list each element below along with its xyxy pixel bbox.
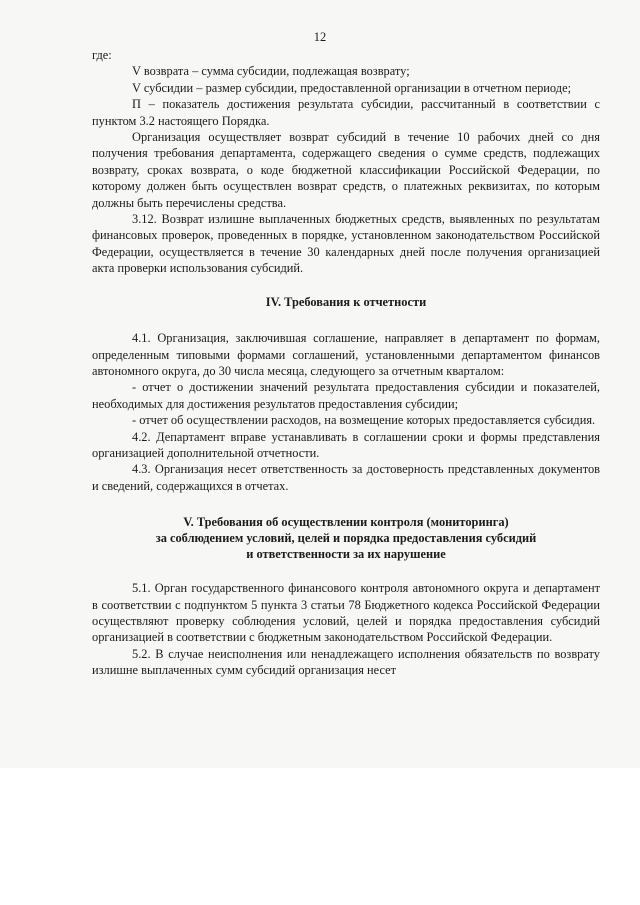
page-number: 12 [313,30,327,44]
paragraph-5-2: 5.2. В случае неисполнения или ненадлежащего исполнения обязательств по возврату излишне выплаченных сумм субсидий организация несет [92,646,600,678]
section-4-heading: IV. Требования к отчетности [265,294,427,309]
paragraph-4-3: 4.3. Организация несет ответственность за достоверность представленных документов и сведений, содержащихся в отчетах. [92,462,600,493]
paragraph-return-terms: Организация осуществляет возврат субсидий в течение 10 рабочих дней со дня получения требования департамента, содержащего сведения о сумме средств, подлежащих возврату, сроках возврата, о коде бюджетной классификации Российской Федерации, по которому должен быть осуществлен возврат средств, о платежных реквизитах, по которым должны быть перечислены средства. [92,130,600,210]
paragraph-indicator: П – показатель достижения результата субсидии, рассчитанный в соответствии с пунктом 3.2 настоящего Порядка. [92,97,600,128]
paragraph-4-2: 4.2. Департамент вправе устанавливать в соглашении сроки и формы представления организацией дополнительной отчетности. [92,429,600,460]
paragraph-v-return: V возврата – сумма субсидии, подлежащая возврату; [132,64,410,79]
paragraph-report-expenses: - отчет об осуществлении расходов, на возмещение которых предоставляется субсидия. [132,413,596,428]
paragraph-where: где: [92,48,112,62]
paragraph-4-1: 4.1. Организация, заключившая соглашение, направляет в департамент по формам, определенным типовыми формами соглашений, установленными департаментом финансов автономного округа, до 30 числа месяца, следующего за отчетным кварталом: [92,331,600,378]
blank-bottom-area [0,768,640,905]
paragraph-v-subsidy: V субсидии – размер субсидии, предоставленной организации в отчетном периоде; [132,80,572,95]
section-5-heading-line-3: и ответственности за их нарушение [246,547,446,562]
section-5-heading-line-1: V. Требования об осуществлении контроля (мониторинга) [183,515,509,530]
paragraph-report-results: - отчет о достижении значений результата предоставления субсидии и показателей, необходимых для достижения результатов предоставления субсидии; [92,380,600,411]
paragraph-3-12: 3.12. Возврат излишне выплаченных бюджетных средств, выявленных по результатам финансовых проверок, проведенных в порядке, установленном законодательством Российской Федерации, осуществляется в течение 30 календарных дней после получения организацией акта проверки использования субсидий. [92,212,600,276]
section-5-heading [92,514,600,562]
section-5-heading-line-2: за соблюдением условий, целей и порядка предоставления субсидий [155,531,537,546]
document-body [92,47,600,679]
paragraph-5-1: 5.1. Орган государственного финансового контроля автономного округа и департамент в соответствии с подпунктом 5 пункта 3 статьи 78 Бюджетного кодекса Российской Федерации осуществляют проверку соблюдения условий, целей и порядка предоставления субсидий организацией в соответствии с бюджетным законодательством Российской Федерации. [92,581,600,645]
